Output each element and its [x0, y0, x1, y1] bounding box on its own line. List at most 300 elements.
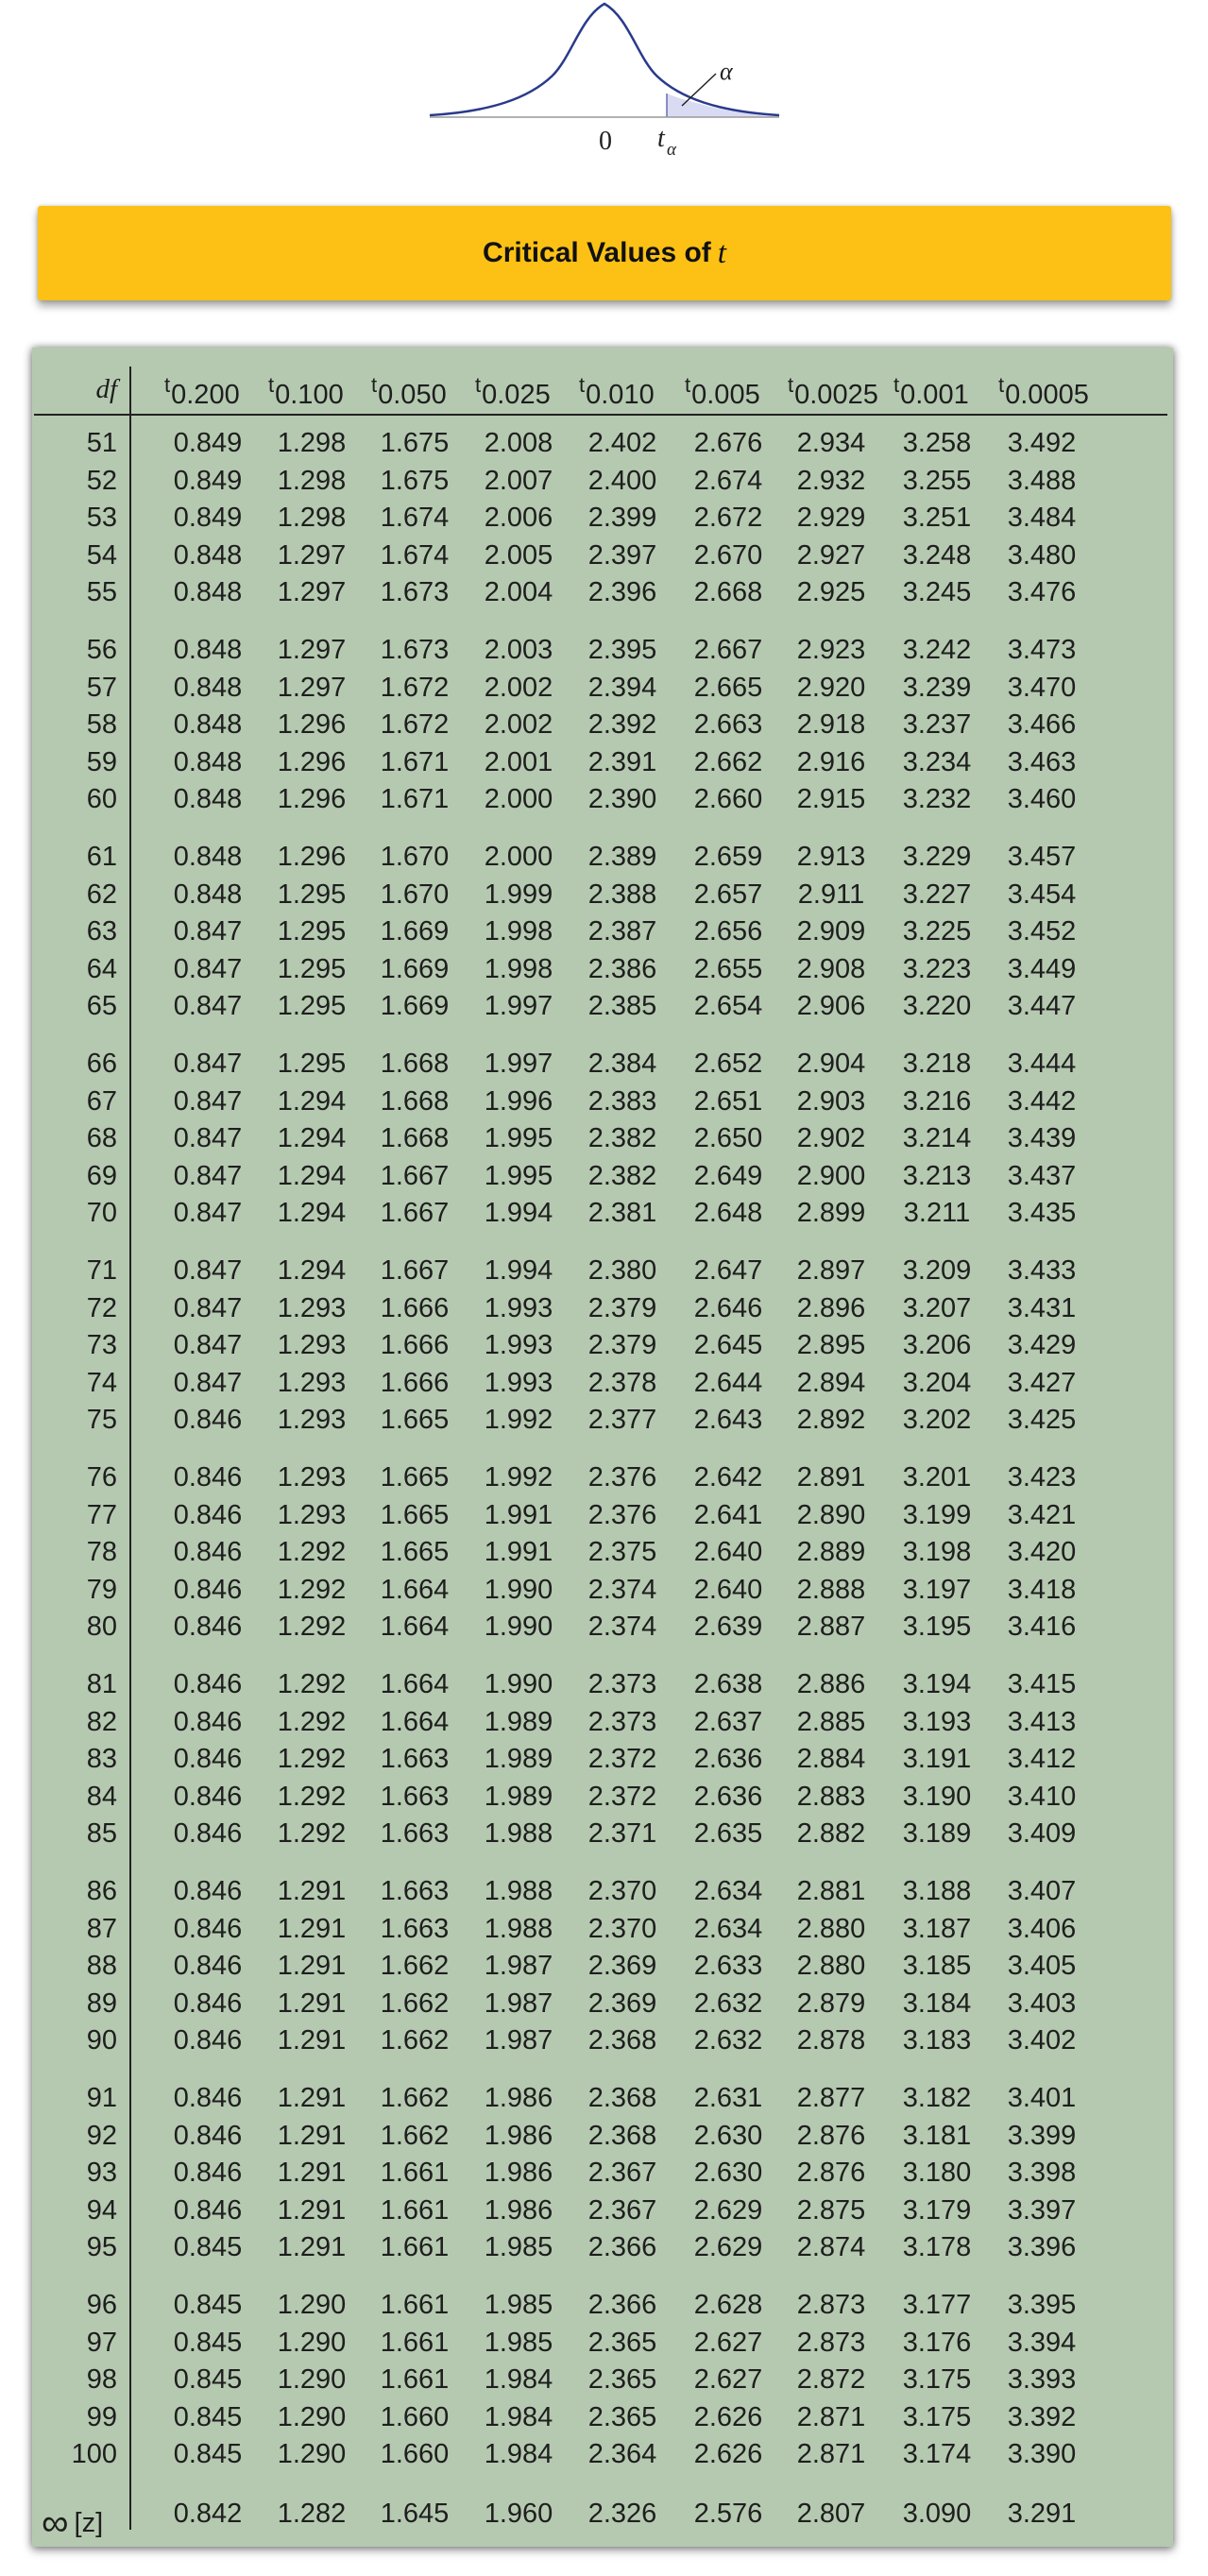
column-header-t: t: [998, 373, 1005, 397]
value-cell: 2.395: [587, 635, 657, 665]
df-cell: 96: [86, 2290, 117, 2320]
value-cell: 1.998: [484, 953, 553, 984]
value-cell: 1.992: [484, 1462, 553, 1493]
value-cell: 1.291: [277, 2232, 347, 2263]
value-cell: 2.002: [484, 672, 553, 703]
value-cell: 2.659: [693, 842, 763, 872]
df-cell: 56: [86, 635, 117, 665]
value-cell: 2.648: [693, 1198, 763, 1229]
value-cell: 1.292: [277, 1537, 347, 1568]
value-cell: 1.295: [277, 879, 347, 910]
table-row: [32, 1537, 1173, 1575]
value-cell: 1.661: [380, 2290, 450, 2320]
value-cell: 1.668: [380, 1123, 450, 1154]
df-cell: 52: [86, 465, 117, 496]
value-cell: 1.290: [277, 2364, 347, 2396]
value-cell: 1.663: [380, 1781, 450, 1812]
value-cell: 1.292: [277, 1612, 347, 1643]
value-cell: 2.372: [587, 1744, 657, 1775]
value-cell: 2.379: [587, 1330, 657, 1361]
value-cell: 1.292: [277, 1669, 347, 1699]
value-cell: 1.663: [380, 1744, 450, 1775]
value-cell: 2.377: [587, 1405, 657, 1436]
value-cell: 3.220: [902, 991, 972, 1022]
value-cell: 0.846: [173, 1669, 243, 1699]
value-cell: 0.847: [173, 1330, 243, 1361]
value-cell: 1.664: [380, 1574, 450, 1605]
value-cell: 2.883: [796, 1781, 866, 1812]
df-cell: 89: [86, 1987, 117, 2019]
value-cell: 1.995: [484, 1123, 553, 1154]
value-cell: 1.665: [380, 1462, 450, 1493]
value-cell: 2.881: [796, 1876, 866, 1906]
value-cell: 1.291: [277, 2025, 347, 2056]
t-alpha-subscript: α: [667, 140, 676, 160]
value-cell: 2.654: [693, 991, 763, 1022]
value-cell: 1.675: [380, 465, 450, 496]
column-header-t: t: [893, 373, 900, 397]
value-cell: 2.373: [587, 1706, 657, 1737]
column-header-t: t: [788, 373, 794, 397]
value-cell: 1.290: [277, 2290, 347, 2320]
table-row: [32, 1330, 1173, 1368]
value-cell: 0.847: [173, 1255, 243, 1286]
value-cell: 3.396: [1007, 2232, 1077, 2263]
table-row: [32, 1198, 1173, 1236]
df-cell: 57: [86, 672, 117, 703]
value-cell: 2.913: [796, 842, 866, 872]
value-cell: 2.382: [587, 1160, 657, 1191]
value-cell: 3.225: [902, 916, 972, 947]
value-cell: 3.423: [1007, 1462, 1077, 1493]
value-cell: 1.669: [380, 953, 450, 984]
value-cell: 1.670: [380, 879, 450, 910]
value-cell: 2.632: [693, 2025, 763, 2056]
value-cell: 1.661: [380, 2364, 450, 2396]
value-cell: 3.470: [1007, 672, 1077, 703]
value-cell: 2.636: [693, 1781, 763, 1812]
value-cell: 1.295: [277, 991, 347, 1022]
value-cell: 2.634: [693, 1913, 763, 1944]
value-cell: 3.242: [902, 635, 972, 665]
value-cell: 2.640: [693, 1537, 763, 1568]
value-cell: 3.420: [1007, 1537, 1077, 1568]
value-cell: 2.871: [796, 2401, 866, 2432]
value-cell: 1.666: [380, 1330, 450, 1361]
value-cell: 2.662: [693, 746, 763, 777]
column-header: [579, 373, 655, 411]
value-cell: 2.632: [693, 1987, 763, 2019]
value-cell: 2.367: [587, 2158, 657, 2189]
value-cell: 3.488: [1007, 465, 1077, 496]
value-cell: 1.293: [277, 1405, 347, 1436]
value-cell: 3.204: [902, 1367, 972, 1398]
value-cell: 1.986: [484, 2083, 553, 2113]
value-cell: 2.629: [693, 2194, 763, 2226]
df-cell: 65: [86, 991, 117, 1022]
df-cell: 99: [86, 2401, 117, 2432]
value-cell: 1.292: [277, 1574, 347, 1605]
value-cell: 1.297: [277, 577, 347, 608]
value-cell: 2.876: [796, 2158, 866, 2189]
t-distribution-diagram: [416, 0, 793, 161]
value-cell: 1.291: [277, 2120, 347, 2151]
table-row: [32, 842, 1173, 879]
value-cell: 1.291: [277, 2194, 347, 2226]
table-row: [32, 1405, 1173, 1442]
value-cell: 3.175: [902, 2401, 972, 2432]
df-cell: 79: [86, 1574, 117, 1605]
value-cell: 1.662: [380, 2120, 450, 2151]
value-cell: 1.986: [484, 2158, 553, 2189]
value-cell: 1.675: [380, 428, 450, 458]
value-cell: 0.849: [173, 465, 243, 496]
value-cell: 3.390: [1007, 2439, 1077, 2470]
value-cell: 2.873: [796, 2290, 866, 2320]
value-cell: 2.392: [587, 709, 657, 741]
value-cell: 2.878: [796, 2025, 866, 2056]
value-cell: 1.673: [380, 635, 450, 665]
value-cell: 3.406: [1007, 1913, 1077, 1944]
value-cell: 3.178: [902, 2232, 972, 2263]
value-cell: 3.410: [1007, 1781, 1077, 1812]
value-cell: 3.452: [1007, 916, 1077, 947]
value-cell: 0.847: [173, 1367, 243, 1398]
value-cell: 2.626: [693, 2401, 763, 2432]
table-row: [32, 1049, 1173, 1086]
value-cell: 0.845: [173, 2401, 243, 2432]
value-cell: 1.661: [380, 2158, 450, 2189]
table-row: [32, 2364, 1173, 2402]
value-cell: 3.190: [902, 1781, 972, 1812]
value-cell: 2.627: [693, 2364, 763, 2396]
value-cell: 2.668: [693, 577, 763, 608]
value-cell: 1.293: [277, 1330, 347, 1361]
column-header: [268, 373, 344, 411]
value-cell: 1.662: [380, 1951, 450, 1982]
value-cell: 3.185: [902, 1951, 972, 1982]
value-cell: 2.903: [796, 1085, 866, 1117]
value-cell: 3.466: [1007, 709, 1077, 741]
value-cell: 2.890: [796, 1499, 866, 1530]
value-cell: 0.846: [173, 2120, 243, 2151]
value-cell: 2.007: [484, 465, 553, 496]
value-cell: 1.996: [484, 1085, 553, 1117]
value-cell: 1.988: [484, 1876, 553, 1906]
value-cell: 2.891: [796, 1462, 866, 1493]
value-cell: 0.846: [173, 1612, 243, 1643]
value-cell: 1.960: [484, 2499, 553, 2529]
value-cell: 3.402: [1007, 2025, 1077, 2056]
table-row: [32, 1876, 1173, 1914]
value-cell: 2.916: [796, 746, 866, 777]
t-distribution-curve: [416, 0, 793, 161]
value-cell: 1.673: [380, 577, 450, 608]
table-row: [32, 466, 1173, 503]
value-cell: 2.880: [796, 1913, 866, 1944]
df-cell: 80: [86, 1612, 117, 1643]
value-cell: 1.672: [380, 672, 450, 703]
value-cell: 1.662: [380, 2025, 450, 2056]
value-cell: 2.900: [796, 1160, 866, 1191]
value-cell: 2.383: [587, 1085, 657, 1117]
table-row: [32, 2439, 1173, 2477]
value-cell: 3.416: [1007, 1612, 1077, 1643]
t-alpha-label: t: [657, 124, 665, 153]
value-cell: 1.986: [484, 2194, 553, 2226]
value-cell: 2.637: [693, 1706, 763, 1737]
value-cell: 2.873: [796, 2327, 866, 2358]
value-cell: 0.847: [173, 916, 243, 947]
value-cell: 2.652: [693, 1049, 763, 1079]
value-cell: 3.227: [902, 879, 972, 910]
value-cell: 3.413: [1007, 1706, 1077, 1737]
value-cell: 1.671: [380, 746, 450, 777]
value-cell: 2.676: [693, 428, 763, 458]
value-cell: 3.216: [902, 1085, 972, 1117]
value-cell: 0.848: [173, 746, 243, 777]
value-cell: 3.175: [902, 2364, 972, 2396]
value-cell: 0.846: [173, 1499, 243, 1530]
title-text: Critical Values of: [483, 237, 711, 268]
value-cell: 1.295: [277, 916, 347, 947]
value-cell: 3.177: [902, 2290, 972, 2320]
value-cell: 1.674: [380, 539, 450, 571]
df-cell: 95: [86, 2232, 117, 2263]
value-cell: 1.984: [484, 2401, 553, 2432]
table-row: [32, 503, 1173, 540]
value-cell: 1.282: [277, 2499, 347, 2529]
value-cell: 2.373: [587, 1669, 657, 1699]
value-cell: 3.393: [1007, 2364, 1077, 2396]
table-row: [32, 747, 1173, 785]
column-header-t: t: [371, 373, 378, 397]
value-cell: 3.245: [902, 577, 972, 608]
value-cell: 2.635: [693, 1818, 763, 1850]
value-cell: 2.004: [484, 577, 553, 608]
table-row: [32, 673, 1173, 710]
value-cell: 2.877: [796, 2083, 866, 2113]
value-cell: 3.437: [1007, 1160, 1077, 1191]
df-cell: 73: [86, 1330, 117, 1361]
value-cell: 1.989: [484, 1706, 553, 1737]
value-cell: 1.663: [380, 1876, 450, 1906]
column-header-t: t: [685, 373, 691, 397]
value-cell: 2.915: [796, 784, 866, 815]
value-cell: 0.848: [173, 784, 243, 815]
value-cell: 3.174: [902, 2439, 972, 2470]
value-cell: 0.849: [173, 428, 243, 458]
value-cell: 3.412: [1007, 1744, 1077, 1775]
value-cell: 0.846: [173, 1987, 243, 2019]
value-cell: 2.871: [796, 2439, 866, 2470]
value-cell: 1.298: [277, 428, 347, 458]
value-cell: 3.198: [902, 1537, 972, 1568]
value-cell: 3.234: [902, 746, 972, 777]
value-cell: 3.189: [902, 1818, 972, 1850]
value-cell: 2.000: [484, 784, 553, 815]
value-cell: 1.990: [484, 1669, 553, 1699]
value-cell: 1.294: [277, 1123, 347, 1154]
value-cell: 3.447: [1007, 991, 1077, 1022]
value-cell: 3.237: [902, 709, 972, 741]
value-cell: 3.187: [902, 1913, 972, 1944]
value-cell: 2.005: [484, 539, 553, 571]
value-cell: 3.191: [902, 1744, 972, 1775]
value-cell: 0.846: [173, 1405, 243, 1436]
value-cell: 2.644: [693, 1367, 763, 1398]
value-cell: 0.846: [173, 1537, 243, 1568]
value-cell: 2.372: [587, 1781, 657, 1812]
value-cell: 2.932: [796, 465, 866, 496]
value-cell: 1.291: [277, 1987, 347, 2019]
table-row: [32, 1612, 1173, 1649]
value-cell: 2.399: [587, 503, 657, 534]
value-cell: 1.667: [380, 1160, 450, 1191]
value-cell: 2.906: [796, 991, 866, 1022]
value-cell: 2.641: [693, 1499, 763, 1530]
value-cell: 2.909: [796, 916, 866, 947]
df-cell: 90: [86, 2025, 117, 2056]
value-cell: 2.376: [587, 1499, 657, 1530]
value-cell: 2.925: [796, 577, 866, 608]
value-cell: 2.366: [587, 2290, 657, 2320]
value-cell: 2.576: [693, 2499, 763, 2529]
value-cell: 3.194: [902, 1669, 972, 1699]
table-row: [32, 709, 1173, 747]
table-row: [32, 577, 1173, 615]
value-cell: 0.842: [173, 2499, 243, 2529]
value-cell: 3.394: [1007, 2327, 1077, 2358]
value-cell: 2.368: [587, 2120, 657, 2151]
value-cell: 1.998: [484, 916, 553, 947]
value-cell: 2.006: [484, 503, 553, 534]
df-cell: 92: [86, 2120, 117, 2151]
value-cell: 3.199: [902, 1499, 972, 1530]
value-cell: 3.183: [902, 2025, 972, 2056]
value-cell: 1.671: [380, 784, 450, 815]
value-cell: 0.845: [173, 2364, 243, 2396]
value-cell: 3.403: [1007, 1987, 1077, 2019]
value-cell: 1.290: [277, 2401, 347, 2432]
table-row: [32, 1988, 1173, 2026]
table-row: [32, 1782, 1173, 1819]
value-cell: 2.384: [587, 1049, 657, 1079]
column-header: [998, 373, 1089, 411]
value-cell: 2.896: [796, 1292, 866, 1323]
value-cell: 2.365: [587, 2401, 657, 2432]
value-cell: 0.846: [173, 1462, 243, 1493]
value-cell: 0.846: [173, 1781, 243, 1812]
table-row: [32, 784, 1173, 822]
value-cell: 3.229: [902, 842, 972, 872]
value-cell: 1.668: [380, 1085, 450, 1117]
value-cell: 0.847: [173, 1292, 243, 1323]
table-row: [32, 2158, 1173, 2195]
value-cell: 2.918: [796, 709, 866, 741]
value-cell: 3.188: [902, 1876, 972, 1906]
value-cell: 3.248: [902, 539, 972, 571]
value-cell: 0.848: [173, 709, 243, 741]
df-cell: 51: [86, 428, 117, 458]
value-cell: 3.433: [1007, 1255, 1077, 1286]
value-cell: 3.211: [903, 1198, 971, 1229]
value-cell: 2.902: [796, 1123, 866, 1154]
value-cell: 1.987: [484, 2025, 553, 2056]
df-cell: 87: [86, 1913, 117, 1944]
value-cell: 3.090: [902, 2499, 972, 2529]
value-cell: 2.326: [587, 2499, 657, 2529]
value-cell: 2.888: [796, 1574, 866, 1605]
value-cell: 1.672: [380, 709, 450, 741]
value-cell: 1.985: [484, 2232, 553, 2263]
value-cell: 2.633: [693, 1951, 763, 1982]
df-cell: 59: [86, 746, 117, 777]
value-cell: 1.665: [380, 1537, 450, 1568]
table-row: [32, 2195, 1173, 2233]
df-cell: 61: [86, 842, 117, 872]
value-cell: 0.847: [173, 1123, 243, 1154]
value-cell: 2.647: [693, 1255, 763, 1286]
value-cell: 0.846: [173, 2158, 243, 2189]
value-cell: 2.880: [796, 1951, 866, 1982]
value-cell: 2.904: [796, 1049, 866, 1079]
value-cell: 2.368: [587, 2083, 657, 2113]
value-cell: 0.847: [173, 1085, 243, 1117]
value-cell: 1.293: [277, 1292, 347, 1323]
value-cell: 1.993: [484, 1292, 553, 1323]
column-header: [475, 373, 551, 411]
value-cell: 1.997: [484, 991, 553, 1022]
value-cell: 2.667: [693, 635, 763, 665]
table-row: [32, 1914, 1173, 1952]
table-row: [32, 1086, 1173, 1124]
table-row: [32, 2121, 1173, 2158]
table-row: [32, 2402, 1173, 2440]
df-cell: 75: [86, 1405, 117, 1436]
title-bar: [38, 206, 1171, 300]
df-cell: 93: [86, 2158, 117, 2189]
value-cell: 1.297: [277, 635, 347, 665]
value-cell: 2.646: [693, 1292, 763, 1323]
value-cell: 2.627: [693, 2327, 763, 2358]
value-cell: 1.989: [484, 1744, 553, 1775]
value-cell: 2.365: [587, 2364, 657, 2396]
table-row: [32, 540, 1173, 578]
value-cell: 1.297: [277, 539, 347, 571]
value-cell: 0.846: [173, 1951, 243, 1982]
value-cell: 1.295: [277, 1049, 347, 1079]
value-cell: 1.291: [277, 2158, 347, 2189]
value-cell: 2.369: [587, 1951, 657, 1982]
value-cell: 2.887: [796, 1612, 866, 1643]
value-cell: 2.645: [693, 1330, 763, 1361]
value-cell: 3.218: [902, 1049, 972, 1079]
value-cell: 2.638: [693, 1669, 763, 1699]
value-cell: 3.395: [1007, 2290, 1077, 2320]
value-cell: 2.886: [796, 1669, 866, 1699]
value-cell: 3.454: [1007, 879, 1077, 910]
value-cell: 3.193: [902, 1706, 972, 1737]
value-cell: 2.628: [693, 2290, 763, 2320]
value-cell: 0.846: [173, 1876, 243, 1906]
value-cell: 3.255: [902, 465, 972, 496]
df-cell: 84: [86, 1781, 117, 1812]
table-header-row: [32, 367, 1173, 414]
value-cell: 1.295: [277, 953, 347, 984]
value-cell: 1.298: [277, 503, 347, 534]
value-cell: 3.439: [1007, 1123, 1077, 1154]
